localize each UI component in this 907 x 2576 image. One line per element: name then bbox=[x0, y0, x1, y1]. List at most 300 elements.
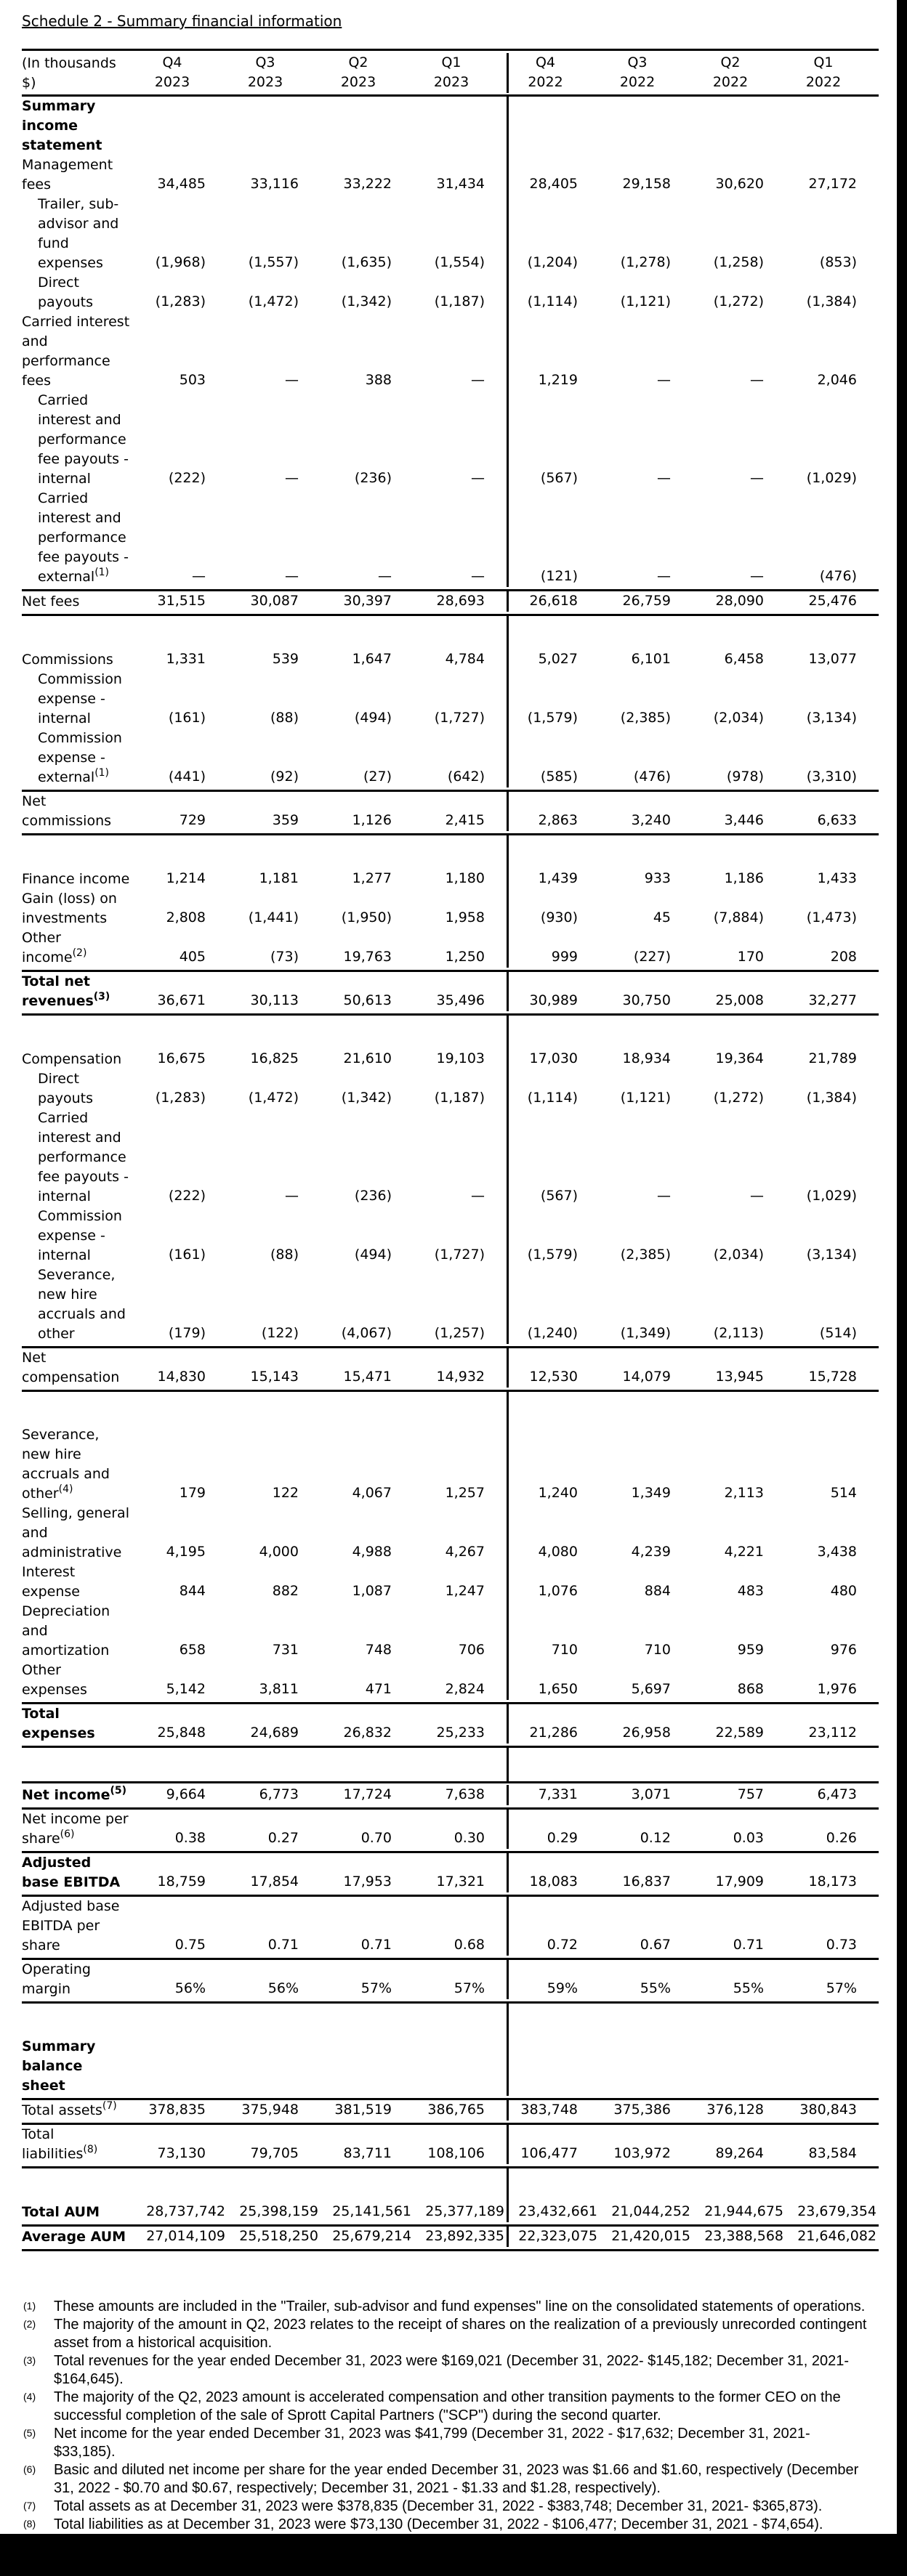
cell-value: 29,158 bbox=[622, 176, 671, 192]
row-label: Average AUM bbox=[22, 2229, 126, 2245]
column-year: 2023 bbox=[154, 74, 190, 90]
cell-value: (1,968) bbox=[155, 254, 206, 270]
cell-value: 0.71 bbox=[733, 1937, 764, 1953]
cell-value: 16,825 bbox=[250, 1050, 299, 1066]
cell-value: (222) bbox=[168, 470, 206, 486]
cell-value: 0.67 bbox=[640, 1937, 671, 1953]
cell-value: 24,689 bbox=[250, 1725, 299, 1741]
table-row bbox=[22, 312, 879, 391]
cell-value: 378,835 bbox=[148, 2102, 206, 2118]
table-row bbox=[22, 2227, 879, 2251]
cell-value bbox=[227, 2037, 321, 2096]
footnote-marker: (5) bbox=[23, 2427, 36, 2439]
cell-value: 25,008 bbox=[715, 992, 764, 1008]
section-gap bbox=[22, 2004, 879, 2037]
cell-value: (2,034) bbox=[713, 1247, 764, 1263]
section-gap bbox=[22, 1748, 879, 1781]
row-label: Net income$^{(5)}$ bbox=[22, 1784, 127, 1803]
table-row bbox=[22, 889, 879, 928]
cell-value: 1,257 bbox=[445, 1485, 485, 1501]
footnote-ref: (2) bbox=[72, 947, 87, 959]
section-gap bbox=[22, 835, 879, 869]
cell-value: 471 bbox=[365, 1681, 392, 1697]
cell-value: 844 bbox=[179, 1583, 206, 1599]
cell-value: 27,014,109 bbox=[146, 2228, 225, 2244]
table-row bbox=[22, 195, 879, 273]
cell-value: 89,264 bbox=[715, 2145, 764, 2161]
footnote-marker: (4) bbox=[23, 2391, 36, 2402]
table-row bbox=[22, 972, 879, 1016]
row-label: Net fees bbox=[22, 594, 80, 609]
cell-value: 36,671 bbox=[157, 992, 206, 1008]
cell-value: 56% bbox=[267, 1980, 299, 1996]
cell-value: (1,204) bbox=[507, 195, 600, 273]
cell-value: (88) bbox=[270, 1247, 299, 1263]
row-label: Compensation bbox=[22, 1051, 122, 1067]
cell-value: (1,384) bbox=[806, 293, 857, 309]
column-year: 2022 bbox=[619, 74, 656, 90]
cell-value: 103,972 bbox=[613, 2145, 671, 2161]
row-label: Commissions bbox=[22, 652, 113, 668]
cell-value: 9,664 bbox=[166, 1786, 206, 1802]
row-label: Finance income bbox=[22, 871, 130, 887]
cell-value: 1,214 bbox=[166, 870, 206, 886]
cell-value: 3,240 bbox=[631, 812, 671, 828]
row-label: Total expenses bbox=[22, 1706, 95, 1741]
table-row bbox=[22, 2100, 879, 2125]
cell-value bbox=[134, 97, 227, 155]
row-label: Adjusted base EBITDA per share bbox=[22, 1898, 120, 1953]
cell-value: 375,948 bbox=[241, 2102, 299, 2118]
cell-value: (476) bbox=[819, 568, 857, 584]
cell-value: 106,477 bbox=[507, 2125, 600, 2164]
cell-value: 25,848 bbox=[157, 1725, 206, 1741]
footnote-ref: (5) bbox=[110, 1784, 127, 1797]
cell-value: (1,950) bbox=[341, 910, 392, 926]
cell-value: 6,633 bbox=[817, 812, 857, 828]
column-year: 2023 bbox=[433, 74, 469, 90]
cell-value: (121) bbox=[507, 489, 600, 587]
cell-value: 405 bbox=[179, 949, 206, 965]
cell-value: (3,310) bbox=[806, 769, 857, 785]
cell-value: (930) bbox=[507, 889, 600, 928]
cell-value: 19,763 bbox=[343, 949, 392, 965]
schedule-title: Schedule 2 - Summary financial information bbox=[22, 12, 342, 30]
cell-value: (514) bbox=[819, 1325, 857, 1341]
cell-value: 480 bbox=[830, 1583, 857, 1599]
cell-value: 380,843 bbox=[799, 2102, 857, 2118]
cell-value: 383,748 bbox=[507, 2100, 600, 2121]
table-row bbox=[22, 489, 879, 591]
cell-value: 17,909 bbox=[715, 1874, 764, 1890]
cell-value: 976 bbox=[830, 1642, 857, 1658]
cell-value: 16,837 bbox=[622, 1874, 671, 1890]
table-row bbox=[22, 1049, 879, 1069]
cell-value: 0.73 bbox=[826, 1937, 857, 1953]
cell-value: 14,079 bbox=[622, 1369, 671, 1385]
column-year: 2022 bbox=[528, 74, 563, 90]
cell-value: 381,519 bbox=[334, 2102, 392, 2118]
table-row bbox=[22, 2037, 879, 2100]
cell-value: 208 bbox=[830, 949, 857, 965]
cell-value: 1,087 bbox=[352, 1583, 392, 1599]
cell-value: 17,030 bbox=[507, 1049, 600, 1069]
cell-value: (1,029) bbox=[806, 1188, 857, 1204]
column-year: 2022 bbox=[805, 74, 842, 90]
column-header bbox=[507, 53, 600, 93]
cell-value: 56% bbox=[174, 1980, 206, 1996]
cell-value: 30,989 bbox=[507, 972, 600, 1011]
footnote-marker: (2) bbox=[23, 2318, 36, 2330]
table-row bbox=[22, 729, 879, 792]
cell-value: 17,953 bbox=[343, 1874, 392, 1890]
cell-value: (3,134) bbox=[806, 1247, 857, 1263]
cell-value: (227) bbox=[633, 949, 671, 965]
footnote-marker: (7) bbox=[23, 2500, 36, 2511]
row-label: Carried interest and performance fee payouts - internal bbox=[38, 1110, 129, 1204]
row-label: Operating margin bbox=[22, 1961, 91, 1997]
financial-table bbox=[22, 49, 879, 2251]
cell-value: 21,789 bbox=[808, 1050, 857, 1066]
cell-value: 12,530 bbox=[507, 1348, 600, 1388]
cell-value: 18,083 bbox=[507, 1853, 600, 1892]
cell-value: 14,932 bbox=[436, 1369, 485, 1385]
cell-value: 2,863 bbox=[507, 792, 600, 831]
footnote bbox=[22, 2425, 871, 2461]
cell-value: 1,247 bbox=[445, 1583, 485, 1599]
cell-value: 25,398,159 bbox=[239, 2203, 318, 2219]
cell-value: 0.12 bbox=[640, 1830, 671, 1846]
cell-value: 57% bbox=[454, 1980, 485, 1996]
cell-value: 79,705 bbox=[250, 2145, 299, 2161]
cell-value: (161) bbox=[168, 710, 206, 726]
row-label: Gain (loss) on investments bbox=[22, 891, 117, 926]
cell-value: 21,944,675 bbox=[704, 2203, 783, 2219]
cell-value: 33,116 bbox=[250, 176, 299, 192]
cell-value: — bbox=[657, 1188, 671, 1204]
cell-value: (2,385) bbox=[620, 1247, 671, 1263]
cell-value: 0.68 bbox=[454, 1937, 485, 1953]
row-label: Direct payouts bbox=[38, 1071, 93, 1106]
cell-value bbox=[693, 2037, 786, 2096]
footnote-ref: (6) bbox=[60, 1828, 75, 1840]
cell-value: 0.72 bbox=[507, 1897, 600, 1956]
cell-value: 3,446 bbox=[724, 812, 764, 828]
cell-value: 26,618 bbox=[507, 591, 600, 612]
footnote-marker: (6) bbox=[23, 2463, 36, 2475]
table-row bbox=[22, 670, 879, 729]
table-row bbox=[22, 1781, 879, 1810]
cell-value: 170 bbox=[737, 949, 764, 965]
footnote bbox=[22, 2316, 871, 2352]
cell-value: — bbox=[285, 1188, 299, 1204]
cell-value: 0.71 bbox=[267, 1937, 299, 1953]
cell-value: 710 bbox=[507, 1602, 600, 1661]
footnote bbox=[22, 2298, 871, 2316]
column-quarter: Q2 bbox=[720, 54, 741, 70]
cell-value: (853) bbox=[819, 254, 857, 270]
column-year: 2023 bbox=[340, 74, 376, 90]
cell-value: 30,620 bbox=[715, 176, 764, 192]
cell-value: 26,759 bbox=[622, 593, 671, 609]
column-header bbox=[693, 53, 786, 93]
cell-value: (1,272) bbox=[713, 293, 764, 309]
row-label: Other expenses bbox=[22, 1662, 87, 1698]
cell-value: (7,884) bbox=[713, 910, 764, 926]
column-quarter: Q1 bbox=[441, 54, 461, 70]
cell-value: — bbox=[471, 470, 485, 486]
cell-value: 15,471 bbox=[343, 1369, 392, 1385]
cell-value: (494) bbox=[354, 1247, 392, 1263]
cell-value: (2,113) bbox=[713, 1325, 764, 1341]
footnote bbox=[22, 2461, 871, 2498]
cell-value: 4,221 bbox=[724, 1544, 764, 1560]
cell-value: (1,557) bbox=[248, 254, 299, 270]
row-label: Net income per share$^{(6)}$ bbox=[22, 1811, 129, 1847]
cell-value: 17,321 bbox=[436, 1874, 485, 1890]
column-year: 2022 bbox=[712, 74, 749, 90]
cell-value: (1,635) bbox=[341, 254, 392, 270]
units-label: (In thousands $) bbox=[22, 55, 116, 91]
cell-value: 28,405 bbox=[507, 155, 600, 195]
cell-value: — bbox=[750, 1188, 764, 1204]
table-body bbox=[22, 97, 879, 2251]
cell-value: (494) bbox=[354, 710, 392, 726]
cell-value: 6,473 bbox=[817, 1786, 857, 1802]
cell-value: 30,113 bbox=[250, 992, 299, 1008]
cell-value: 28,090 bbox=[715, 593, 764, 609]
cell-value: 21,286 bbox=[507, 1704, 600, 1743]
cell-value: 55% bbox=[733, 1980, 764, 1996]
cell-value: 359 bbox=[272, 812, 299, 828]
table-row bbox=[22, 1853, 879, 1897]
footnote bbox=[22, 2516, 871, 2534]
cell-value bbox=[786, 2037, 879, 2096]
cell-value: (236) bbox=[354, 470, 392, 486]
cell-value: (1,283) bbox=[155, 293, 206, 309]
table-row bbox=[22, 869, 879, 889]
footnote bbox=[22, 2389, 871, 2425]
cell-value: 6,773 bbox=[259, 1786, 299, 1802]
cell-value: 4,000 bbox=[259, 1544, 299, 1560]
cell-value: (161) bbox=[168, 1247, 206, 1263]
cell-value: 0.30 bbox=[454, 1830, 485, 1846]
cell-value: 45 bbox=[653, 910, 671, 926]
row-label: Summary income statement bbox=[22, 98, 102, 153]
column-header bbox=[134, 53, 227, 93]
column-header bbox=[227, 53, 321, 93]
column-header bbox=[600, 53, 693, 93]
cell-value: 5,142 bbox=[166, 1681, 206, 1697]
column-header bbox=[786, 53, 879, 93]
cell-value: 0.26 bbox=[826, 1830, 857, 1846]
cell-value: (1,121) bbox=[620, 293, 671, 309]
cell-value: 748 bbox=[365, 1642, 392, 1658]
cell-value: 21,646,082 bbox=[797, 2228, 876, 2244]
cell-value: 27,172 bbox=[808, 176, 857, 192]
row-label: Carried interest and performance fee payouts - external$^{(1)}$ bbox=[38, 490, 129, 585]
cell-value: 30,750 bbox=[622, 992, 671, 1008]
cell-value: 18,934 bbox=[622, 1050, 671, 1066]
footnote-marker: (1) bbox=[23, 2300, 36, 2312]
footnote-ref: (1) bbox=[94, 766, 110, 779]
cell-value: (1,278) bbox=[620, 254, 671, 270]
row-label: Net commissions bbox=[22, 793, 112, 829]
cell-value: — bbox=[750, 568, 764, 584]
row-label: Commission expense - internal bbox=[38, 671, 122, 726]
cell-value: (1,579) bbox=[507, 670, 600, 729]
cell-value: 6,101 bbox=[631, 651, 671, 667]
table-row bbox=[22, 1563, 879, 1602]
cell-value: 122 bbox=[272, 1485, 299, 1501]
column-header bbox=[414, 53, 507, 93]
cell-value: 32,277 bbox=[808, 992, 857, 1008]
table-row bbox=[22, 1661, 879, 1704]
footnote-marker: (8) bbox=[23, 2518, 36, 2530]
table-row bbox=[22, 1602, 879, 1661]
cell-value: (222) bbox=[168, 1188, 206, 1204]
table-row bbox=[22, 1069, 879, 1109]
cell-value: (1,342) bbox=[341, 1090, 392, 1106]
cell-value: (1,187) bbox=[434, 293, 485, 309]
cell-value: — bbox=[750, 470, 764, 486]
row-label: Adjusted base EBITDA bbox=[22, 1855, 121, 1890]
cell-value: 18,173 bbox=[808, 1874, 857, 1890]
row-label: Severance, new hire accruals and other bbox=[38, 1267, 126, 1342]
row-label: Direct payouts bbox=[38, 275, 93, 310]
row-label: Management fees bbox=[22, 157, 113, 193]
cell-value: 1,277 bbox=[352, 870, 392, 886]
cell-value: 959 bbox=[737, 1642, 764, 1658]
cell-value: (1,473) bbox=[806, 910, 857, 926]
table-row bbox=[22, 591, 879, 616]
row-label: Total assets$^{(7)}$ bbox=[22, 2099, 117, 2118]
cell-value: — bbox=[471, 568, 485, 584]
cell-value: 34,485 bbox=[157, 176, 206, 192]
cell-value: (236) bbox=[354, 1188, 392, 1204]
footnotes bbox=[22, 2298, 871, 2534]
cell-value: 0.29 bbox=[507, 1810, 600, 1849]
footnote bbox=[22, 2498, 871, 2516]
table-row bbox=[22, 1810, 879, 1853]
cell-value: 2,808 bbox=[166, 910, 206, 926]
section-gap bbox=[22, 2168, 879, 2202]
cell-value bbox=[321, 97, 414, 155]
cell-value: 5,027 bbox=[507, 649, 600, 670]
cell-value: 17,724 bbox=[343, 1786, 392, 1802]
cell-value: 19,103 bbox=[436, 1050, 485, 1066]
cell-value: 483 bbox=[737, 1583, 764, 1599]
cell-value: (1,349) bbox=[620, 1325, 671, 1341]
cell-value: — bbox=[285, 372, 299, 388]
cell-value bbox=[507, 97, 600, 155]
cell-value: 539 bbox=[272, 651, 299, 667]
footnote-text: The majority of the Q2, 2023 amount is accelerated compensation and other transition payments to the former CEO on the successful completion of the sale of Sprott Capital Partners ("SCP") during the second quarter. bbox=[54, 2389, 841, 2423]
cell-value: 1,126 bbox=[352, 812, 392, 828]
column-quarter: Q1 bbox=[813, 54, 834, 70]
cell-value: 17,854 bbox=[250, 1874, 299, 1890]
cell-value: 1,076 bbox=[507, 1563, 600, 1602]
cell-value: 57% bbox=[826, 1980, 857, 1996]
row-label: Selling, general and administrative bbox=[22, 1505, 129, 1560]
table-row bbox=[22, 1109, 879, 1207]
cell-value: — bbox=[750, 372, 764, 388]
cell-value: (642) bbox=[447, 769, 485, 785]
cell-value: (1,272) bbox=[713, 1090, 764, 1106]
cell-value bbox=[414, 2037, 507, 2096]
table-row bbox=[22, 1897, 879, 1960]
cell-value: 1,331 bbox=[166, 651, 206, 667]
cell-value: 0.71 bbox=[360, 1937, 392, 1953]
cell-value: (122) bbox=[261, 1325, 299, 1341]
cell-value bbox=[227, 97, 321, 155]
cell-value: 21,044,252 bbox=[611, 2203, 690, 2219]
section-gap bbox=[22, 1392, 879, 1425]
cell-value: — bbox=[657, 372, 671, 388]
footnote-ref: (3) bbox=[93, 990, 110, 1003]
cell-value: 31,434 bbox=[436, 176, 485, 192]
cell-value: (567) bbox=[507, 1109, 600, 1207]
cell-value: 1,958 bbox=[445, 910, 485, 926]
row-label: Commission expense - external$^{(1)}$ bbox=[38, 730, 122, 785]
cell-value: 375,386 bbox=[613, 2102, 671, 2118]
cell-value: — bbox=[285, 568, 299, 584]
footnote-text: These amounts are included in the "Trailer, sub-advisor and fund expenses" line on the consolidated statements of operations. bbox=[54, 2298, 866, 2314]
cell-value: (1,472) bbox=[248, 1090, 299, 1106]
cell-value: 21,610 bbox=[343, 1050, 392, 1066]
footnote-text: The majority of the amount in Q2, 2023 relates to the receipt of shares on the realization of a previously unrecorded contingent asset from a historical acquisition. bbox=[54, 2317, 867, 2351]
cell-value: 1,439 bbox=[507, 869, 600, 889]
cell-value: — bbox=[657, 470, 671, 486]
cell-value: 25,518,250 bbox=[239, 2228, 318, 2244]
table-row bbox=[22, 649, 879, 670]
cell-value: 1,650 bbox=[507, 1661, 600, 1700]
cell-value: (1,283) bbox=[155, 1090, 206, 1106]
table-row bbox=[22, 928, 879, 972]
cell-value: 35,496 bbox=[436, 992, 485, 1008]
cell-value: (27) bbox=[363, 769, 392, 785]
cell-value bbox=[600, 97, 693, 155]
cell-value: 19,364 bbox=[715, 1050, 764, 1066]
cell-value: 25,679,214 bbox=[332, 2228, 411, 2244]
row-label: Depreciation and amortization bbox=[22, 1603, 110, 1658]
cell-value: 25,476 bbox=[808, 593, 857, 609]
cell-value: (441) bbox=[168, 769, 206, 785]
cell-value: 1,219 bbox=[507, 312, 600, 391]
cell-value: (1,472) bbox=[248, 293, 299, 309]
cell-value: (92) bbox=[270, 769, 299, 785]
cell-value: (73) bbox=[270, 949, 299, 965]
cell-value: 1,240 bbox=[507, 1425, 600, 1504]
row-label: Total AUM bbox=[22, 2204, 100, 2220]
table-row bbox=[22, 1207, 879, 1265]
column-quarter: Q3 bbox=[255, 54, 275, 70]
cell-value: 28,693 bbox=[436, 593, 485, 609]
cell-value: 1,433 bbox=[817, 870, 857, 886]
cell-value: (179) bbox=[168, 1325, 206, 1341]
cell-value: 13,077 bbox=[808, 651, 857, 667]
cell-value: 0.75 bbox=[174, 1937, 206, 1953]
cell-value: (1,727) bbox=[434, 1247, 485, 1263]
footnote-text: Net income for the year ended December 31, 2023 was $41,799 (December 31, 2022 - $17,632; December 31, 2021- $33,185). bbox=[54, 2426, 810, 2460]
cell-value: 868 bbox=[737, 1681, 764, 1697]
section-gap bbox=[22, 616, 879, 649]
cell-value: (1,579) bbox=[507, 1207, 600, 1265]
cell-value bbox=[321, 2037, 414, 2096]
footnote-text: Basic and diluted net income per share for the year ended December 31, 2023 was $1.66 and $1.60, respectively (December 31, 2022 - $0.70 and $0.67, respectively; December 31, 2021 - $1.33 and $1.28, respectively). bbox=[54, 2462, 859, 2496]
cell-value: 2,415 bbox=[445, 812, 485, 828]
cell-value: 5,697 bbox=[631, 1681, 671, 1697]
